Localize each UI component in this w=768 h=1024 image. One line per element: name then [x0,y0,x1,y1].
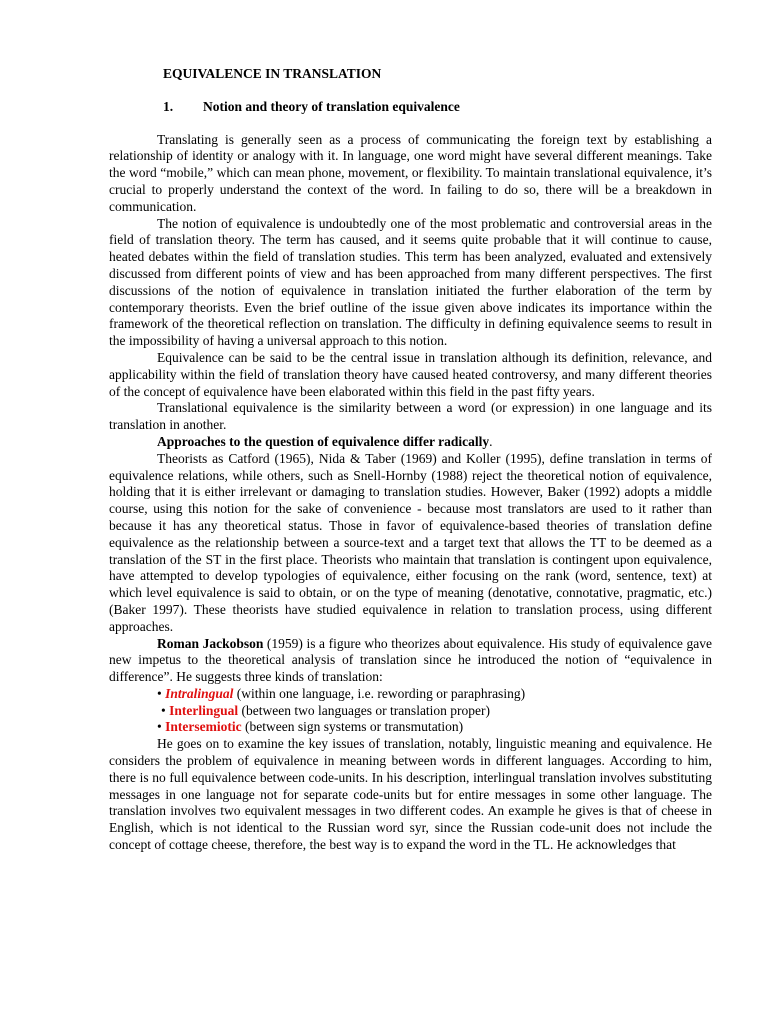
paragraph-4: Translational equivalence is the similarity between a word (or expression) in one language and its translation in another. [109,400,712,433]
paragraph-2: The notion of equivalence is undoubtedly one of the most problematic and controversial areas in the field of translation theory. The term has caused, and it seems quite probable that it will continue to cause, heated debates within the field of translation studies. This term has been analyzed, evaluated and extensively discussed from different points of view and has been approached from many different perspectives. The first discussions of the notion of equivalence in translation initiated the further elaboration of the term by contemporary theorists. Even the brief outline of the issue given above indicates its importance within the framework of the theoretical reflection on translation. The difficulty in defining equivalence seems to result in the impossibility of having a universal approach to this notion. [109,215,712,349]
paragraph-7-text: (1959) is a figure who theorizes about equivalence. His study of equivalence gave new impetus to the theoretical analysis of translation since he introduced the notion of “equivalence in difference”. He suggests three kinds of translation: [109,635,712,685]
paragraph-5 [109,434,712,451]
paragraph-3: Equivalence can be said to be the central issue in translation although its definition, relevance, and applicability within the field of translation theory have caused heated controversy, and many different theories of the concept of equivalence have been elaborated within this field in the past fifty years. [109,349,712,399]
paragraph-1: Translating is generally seen as a process of communicating the foreign text by establishing a relationship of identity or analogy with it. In language, one word might have several different meanings. Take the word “mobile,” which can mean phone, movement, or flexibility. To maintain translational equivalence, it’s crucial to properly understand the context of the word. In failing to do so, there will be a breakdown in communication. [109,131,712,214]
approaches-period: . [489,433,493,449]
term-intersemiotic: Intersemiotic [165,719,242,735]
approaches-heading: Approaches to the question of equivalence differ radically [157,433,490,449]
paragraph-6: Theorists as Catford (1965), Nida & Taber (1969) and Koller (1995), define translation in terms of equivalence relations, while others, such as Snell-Hornby (1988) reject the theoretical notion of equivalence, holding that it is either irrelevant or damaging to translation studies. However, Baker (1992) adopts a middle course, using this notion for the sake of convenience - because most translators are used to it rather than because it has any theoretical status. Those in favor of equivalence-based theories of translation define equivalence as the relationship between a source-text and a target text that allows the TT to be deemed as a translation of the ST in the first place. Theorists who maintain that translation is contingent upon equivalence, have attempted to develop typologies of equivalence, either focusing on the rank (word, sentence, text) at which level equivalence is said to obtain, or on the type of meaning (denotative, connotative, pragmatic, etc.) (Baker 1997). These theorists have studied equivalence in relation to translation process, using different approaches. [109,450,712,634]
list-item-intralingual [109,686,712,703]
term-description: (between sign systems or transmutation) [241,719,464,735]
bullet-mark: • [161,702,166,718]
section-title: Notion and theory of translation equivalence [203,98,460,114]
document-title: EQUIVALENCE IN TRANSLATION [163,66,382,81]
bullet-mark: • [157,685,162,701]
term-intralingual: Intralingual [165,685,234,701]
term-description: (between two languages or translation proper) [238,702,491,718]
list-item-interlingual [109,703,712,720]
paragraph-7 [109,636,712,686]
term-interlingual: Interlingual [169,702,239,718]
bullet-mark: • [157,719,162,735]
term-description: (within one language, i.e. rewording or paraphrasing) [233,685,526,701]
author-name: Roman Jackobson [157,635,264,651]
list-item-intersemiotic [109,719,712,736]
section-number: 1. [163,98,174,114]
section-heading [109,99,712,116]
paragraph-8: He goes on to examine the key issues of translation, notably, linguistic meaning and equivalence. He considers the problem of equivalence in meaning between words in different languages. According to him, there is no full equivalence between code-units. In his description, interlingual translation involves substituting messages in one language not for separate code-units but for entire messages in some other language. The translation involves two equivalent messages in two different codes. An example he gives is that of cheese in English, which is not identical to the Russian word syr, since the Russian code-unit does not include the concept of cottage cheese, therefore, the best way is to expand the word in the TL. He acknowledges that [109,736,712,853]
